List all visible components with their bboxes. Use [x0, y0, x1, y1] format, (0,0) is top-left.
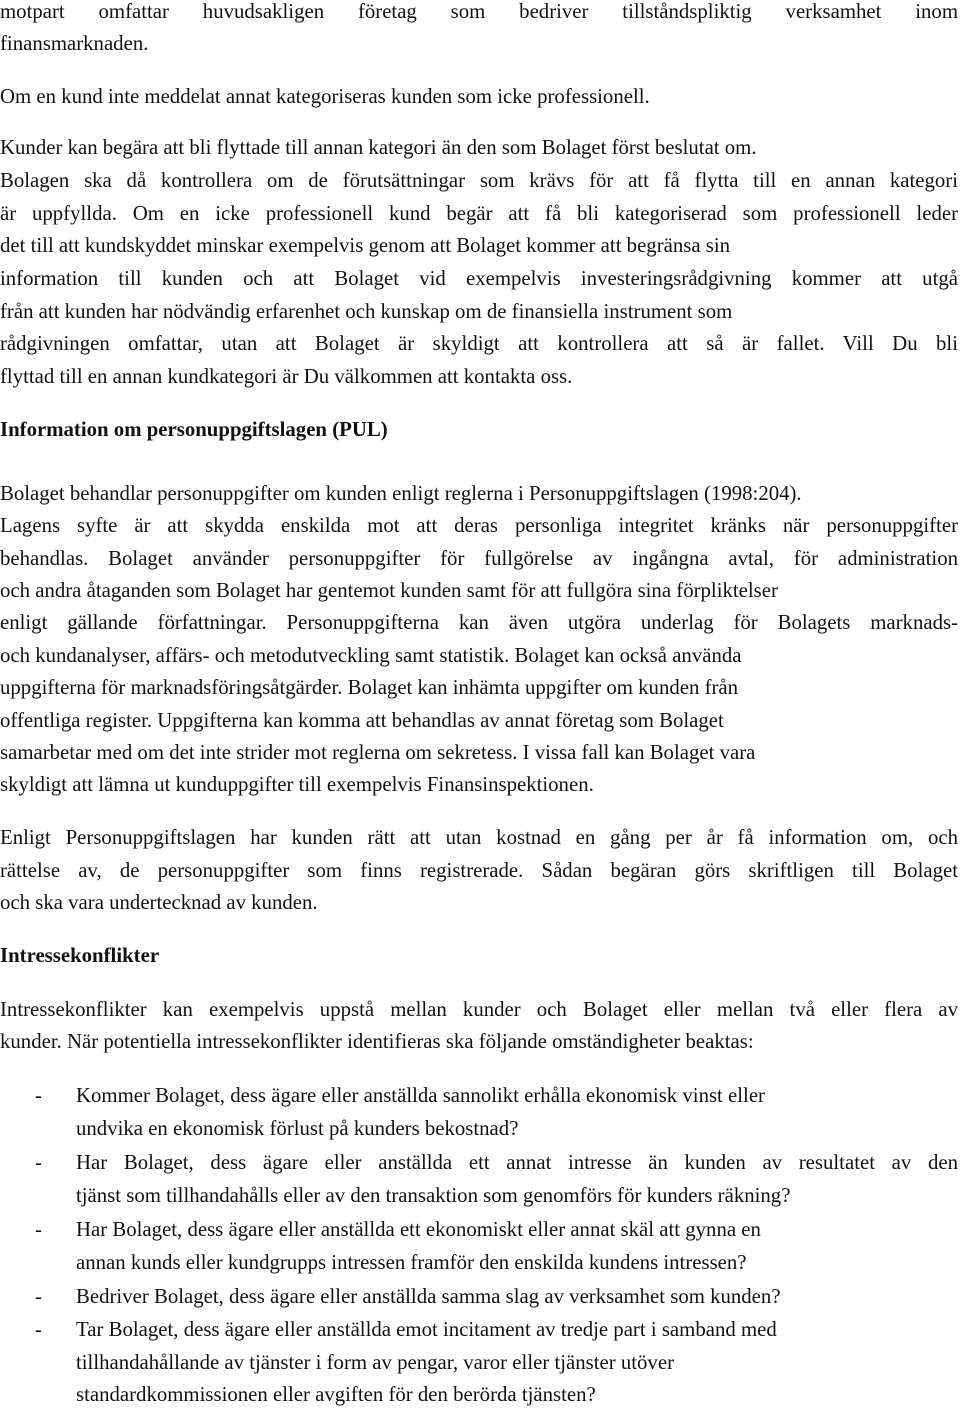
- list-item-text: Tar Bolaget, dess ägare eller anställda emot incitament av tredje part i samband med: [76, 1318, 777, 1341]
- text-line: Lagens syfte är att skydda enskilda mot att deras personliga integritet kränks när personuppgifter: [0, 514, 958, 537]
- text-line: information till kunden och att Bolaget vid exempelvis investeringsrådgivning kommer att utgå: [0, 267, 958, 290]
- list-item-line: [0, 1314, 960, 1347]
- bullet-dash: -: [35, 1285, 42, 1308]
- list-item-line: [0, 1147, 960, 1180]
- text-line: behandlas. Bolaget använder personuppgifter för fullgörelse av ingångna avtal, för administration: [0, 547, 958, 570]
- bullet-dash: -: [35, 1084, 42, 1107]
- text-line: flyttad till en annan kundkategori är Du välkommen att kontakta oss.: [0, 365, 573, 388]
- text-line: och andra åtaganden som Bolaget har gentemot kunden samt för att fullgöra sina förpliktelser: [0, 579, 778, 602]
- section-heading-pul: Information om personuppgiftslagen (PUL): [0, 418, 388, 441]
- text-line: enligt gällande författningar. Personuppgifterna kan även utgöra underlag för Bolagets marknads-: [0, 611, 958, 634]
- text-line: det till att kundskyddet minskar exempelvis genom att Bolaget kommer att begränsa sin: [0, 234, 731, 257]
- list-item-text: tjänst som tillhandahålls eller av den transaktion som genomförs för kunders räkning?: [76, 1184, 791, 1207]
- list-item-text: Har Bolaget, dess ägare eller anställda ett annat intresse än kunden av resultatet av den: [76, 1151, 958, 1174]
- list-item-text: Bedriver Bolaget, dess ägare eller anställda samma slag av verksamhet som kunden?: [76, 1285, 781, 1308]
- list-item-text: annan kunds eller kundgrupps intressen framför den enskilda kundens intressen?: [76, 1251, 747, 1274]
- list-item-line: [0, 1214, 960, 1247]
- text-line: Kunder kan begära att bli flyttade till annan kategori än den som Bolaget först beslutat om.: [0, 136, 757, 159]
- list-item-line: [0, 1347, 960, 1380]
- text-line: är uppfyllda. Om en icke professionell kund begär att få bli kategoriserad som professionell leder: [0, 202, 958, 225]
- bullet-dash: -: [35, 1318, 42, 1341]
- list-item-line: [0, 1113, 960, 1146]
- text-line: motpart omfattar huvudsakligen företag som bedriver tillståndspliktig verksamhet inom: [0, 0, 958, 23]
- bullet-dash: -: [35, 1151, 42, 1174]
- list-item-line: [0, 1247, 960, 1280]
- text-line: samarbetar med om det inte strider mot reglerna om sekretess. I vissa fall kan Bolaget vara: [0, 741, 756, 764]
- list-item-text: Kommer Bolaget, dess ägare eller anställda sannolikt erhålla ekonomisk vinst eller: [76, 1084, 765, 1107]
- text-line: skyldigt att lämna ut kunduppgifter till exempelvis Finansinspektionen.: [0, 773, 594, 796]
- text-line: rådgivningen omfattar, utan att Bolaget är skyldigt att kontrollera att så är fallet. Vill Du bli: [0, 332, 958, 355]
- list-item-line: [0, 1281, 960, 1314]
- text-line: Om en kund inte meddelat annat kategoriseras kunden som icke professionell.: [0, 85, 650, 108]
- text-line: rättelse av, de personuppgifter som finns registrerade. Sådan begäran görs skriftligen till Bolaget: [0, 859, 958, 882]
- section-heading-conflicts: Intressekonflikter: [0, 944, 160, 967]
- text-line: och ska vara undertecknad av kunden.: [0, 891, 318, 914]
- text-line: uppgifterna för marknadsföringsåtgärder. Bolaget kan inhämta uppgifter om kunden från: [0, 676, 739, 699]
- text-line: kunder. När potentiella intressekonflikter identifieras ska följande omständigheter beaktas:: [0, 1030, 754, 1053]
- bullet-dash: -: [35, 1218, 42, 1241]
- text-line: Intressekonflikter kan exempelvis uppstå mellan kunder och Bolaget eller mellan två eller flera av: [0, 998, 958, 1021]
- list-item-text: undvika en ekonomisk förlust på kunders bekostnad?: [76, 1117, 519, 1140]
- text-line: Bolagen ska då kontrollera om de förutsättningar som krävs för att få flytta till en annan kategori: [0, 169, 958, 192]
- list-item-text: Har Bolaget, dess ägare eller anställda ett ekonomiskt eller annat skäl att gynna en: [76, 1218, 761, 1241]
- text-line: och kundanalyser, affärs- och metodutveckling samt statistik. Bolaget kan också använda: [0, 644, 742, 667]
- text-line: Enligt Personuppgiftslagen har kunden rätt att utan kostnad en gång per år få information om, och: [0, 826, 958, 849]
- list-item-text: tillhandahållande av tjänster i form av pengar, varor eller tjänster utöver: [76, 1351, 674, 1374]
- list-item-line: [0, 1080, 960, 1113]
- list-item-text: standardkommissionen eller avgiften för den berörda tjänsten?: [76, 1383, 596, 1406]
- text-line: Bolaget behandlar personuppgifter om kunden enligt reglerna i Personuppgiftslagen (1998:204).: [0, 482, 802, 505]
- list-item-line: [0, 1379, 960, 1412]
- text-line: offentliga register. Uppgifterna kan komma att behandlas av annat företag som Bolaget: [0, 709, 724, 732]
- list-item-line: [0, 1180, 960, 1213]
- text-line: finansmarknaden.: [0, 32, 149, 55]
- text-line: från att kunden har nödvändig erfarenhet och kunskap om de finansiella instrument som: [0, 300, 733, 323]
